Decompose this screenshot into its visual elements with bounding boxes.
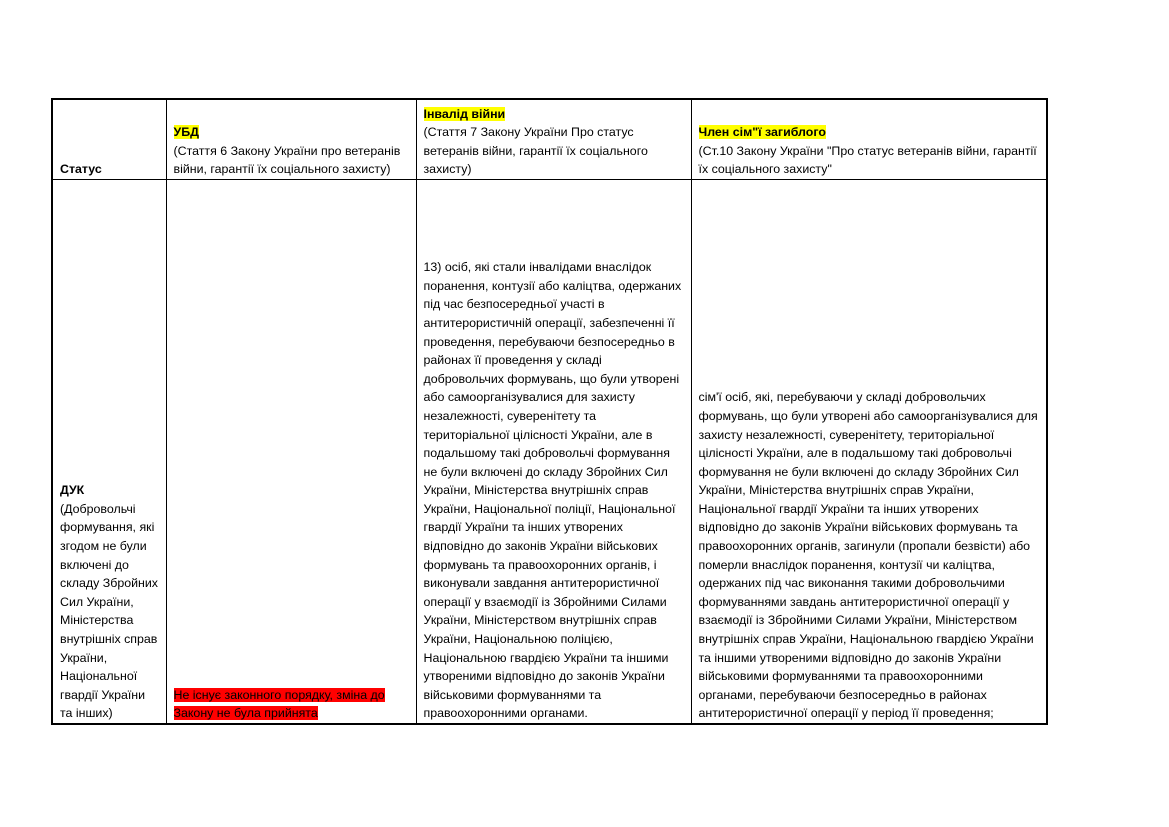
ubd-duk-note: Не існує законного порядку, зміна до Закону не була прийнята bbox=[173, 687, 385, 721]
header-family-title: Член сім"ї загиблого bbox=[698, 125, 826, 140]
header-ubd-title: УБД bbox=[173, 125, 199, 140]
table-row-duk bbox=[52, 180, 1047, 725]
table-header-row bbox=[52, 99, 1047, 180]
header-ubd-subtitle: (Стаття 6 Закону України про ветеранів війни, гарантії їх соціального захисту) bbox=[173, 143, 401, 177]
header-family-cell bbox=[691, 99, 1047, 180]
invalid-duk-text: 13) осіб, які стали інвалідами внаслідок поранення, контузії або каліцтва, одержаних під час безпосередньої участі в антитерористичній операції, забезпеченні її проведення, перебуваючи безпосередньо в районах її проведення у складі добровольчих формувань, що були утворені або самоорганізувалися для захисту незалежності, суверенітету та територіальної цілісності України, але в подальшому такі добровольчі формування не були включені до складу Збройних Сил України, Міністерства внутрішніх справ України, Національної поліції, Національної гвардії України та інших утворених відповідно до законів України військових формувань та правоохоронних органів, і виконували завдання антитерористичної операції у взаємодії із Збройними Силами України, Міністерством внутрішніх справ України, Національною поліцією, Національною гвардією України та іншими утвореними відповідно до законів України військовими формуваннями та правоохоронними органами. bbox=[423, 260, 682, 721]
family-duk-text: сім'ї осіб, які, перебуваючи у складі добровольчих формувань, що були утворені або самоорганізувалися для захисту незалежності, суверенітету, територіальної цілісності України, але в подальшому такі добровольчі формування не були включені до складу Збройних Сил України, Міністерства внутрішніх справ України, Національної гвардії України та інших утворених відповідно до законів України військових формувань та правоохоронних органів, загинули (пропали безвісти) або померли внаслідок поранення, контузії чи каліцтва, одержаних під час виконання такими добровольчими формуваннями завдань антитерористичної операції у взаємодії із Збройними Силами України, Міністерством внутрішніх справ України, Національною гвардією України та іншими утвореними відповідно до законів України військовими формуваннями та правоохоронними органами, перебуваючи безпосередньо в районах антитерористичної операції у період її проведення; bbox=[698, 390, 1038, 721]
header-invalid-subtitle: (Стаття 7 Закону України Про статус ветеранів війни, гарантії їх соціального захисту) bbox=[423, 125, 648, 177]
status-duk-description: (Добровольчі формування, які згодом не були включені до складу Збройних Сил України, Міністерства внутрішніх справ України, Національної гвардії України та інших) bbox=[60, 501, 158, 721]
ubd-duk-cell bbox=[166, 180, 416, 725]
status-comparison-table bbox=[51, 98, 1048, 725]
header-status-cell bbox=[52, 99, 166, 180]
status-duk-cell bbox=[52, 180, 166, 725]
header-family-subtitle: (Ст.10 Закону України "Про статус ветеранів війни, гарантії їх соціального захисту" bbox=[698, 143, 1037, 177]
header-invalid-title: Інвалід війни bbox=[423, 106, 506, 121]
header-ubd-cell bbox=[166, 99, 416, 180]
family-duk-cell bbox=[691, 180, 1047, 725]
status-duk-title: ДУК bbox=[60, 483, 85, 498]
header-invalid-cell bbox=[416, 99, 691, 180]
header-status-label: Статус bbox=[60, 162, 102, 177]
invalid-duk-cell bbox=[416, 180, 691, 725]
